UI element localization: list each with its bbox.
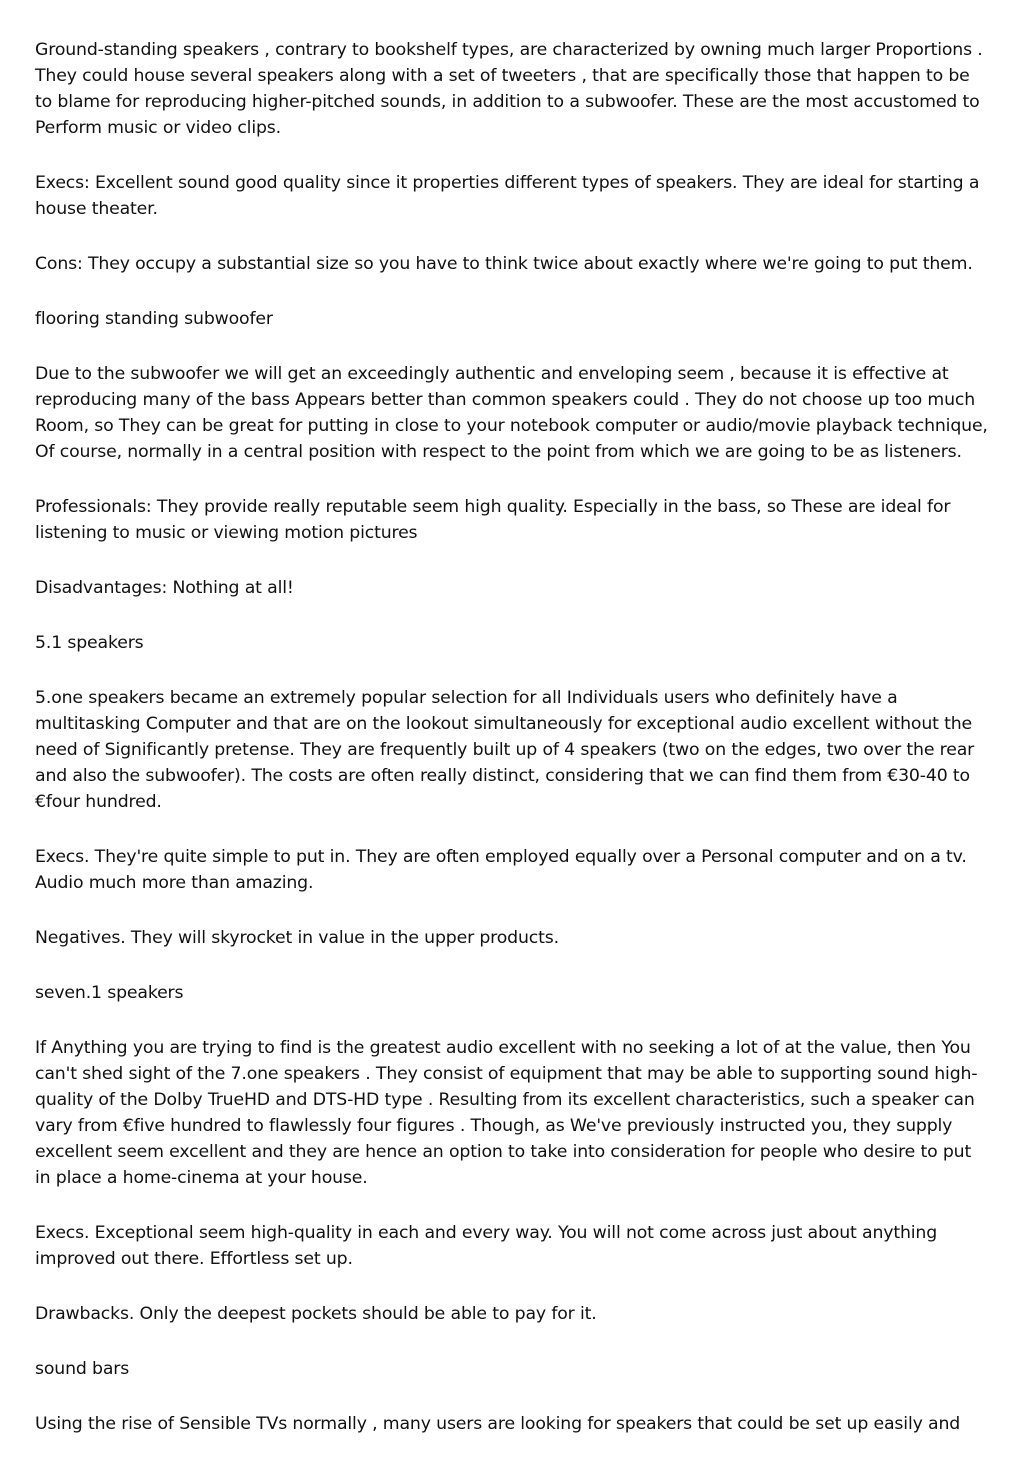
paragraph-subwoofer-cons: Disadvantages: Nothing at all! (35, 578, 294, 598)
paragraph-5-1-cons: Negatives. They will skyrocket in value in the upper products. (35, 928, 559, 948)
paragraph-floor-standing-intro: Ground-standing speakers , contrary to bookshelf types, are characterized by owning much larger Proportions . They could house several speakers along with a set of tweeters , that are specifically those that happen to be to blame for reproducing higher-pitched sounds, in addition to a subwoofer. These are the most accustomed to Perform music or video clips. (35, 40, 983, 138)
heading-sound-bars: sound bars (35, 1359, 130, 1379)
heading-floor-standing-subwoofer: flooring standing subwoofer (35, 309, 273, 329)
paragraph-7-1-pros: Execs. Exceptional seem high-quality in each and every way. You will not come across just about anything improved out there. Effortless set up. (35, 1223, 938, 1269)
paragraph-5-1-pros: Execs. They're quite simple to put in. They are often employed equally over a Personal computer and on a tv. Audio much more than amazing. (35, 847, 967, 893)
paragraph-5-1-intro: 5.one speakers became an extremely popular selection for all Individuals users who definitely have a multitasking Computer and that are on the lookout simultaneously for exceptional audio excellent without the need of Significantly pretense. They are frequently built up of 4 speakers (two on the edges, two over the rear and also the subwoofer). The costs are often really distinct, considering that we can find them from €30-40 to €four hundred. (35, 688, 975, 812)
document-body (35, 37, 991, 1466)
paragraph-floor-standing-pros: Execs: Excellent sound good quality since it properties different types of speakers. They are ideal for starting a house theater. (35, 173, 980, 219)
paragraph-subwoofer-pros: Professionals: They provide really reputable seem high quality. Especially in the bass, so These are ideal for listening to music or viewing motion pictures (35, 497, 951, 543)
paragraph-7-1-intro: If Anything you are trying to find is the greatest audio excellent with no seeking a lot of at the value, then You can't shed sight of the 7.one speakers . They consist of equipment that may be able to supporting sound high-quality of the Dolby TrueHD and DTS-HD type . Resulting from its excellent characteristics, such a speaker can vary from €five hundred to flawlessly four figures . Though, as We've previously instructed you, they supply excellent seem excellent and they are hence an option to take into consideration for people who desire to put in place a home-cinema at your house. (35, 1038, 978, 1188)
paragraph-7-1-cons: Drawbacks. Only the deepest pockets should be able to pay for it. (35, 1304, 597, 1324)
paragraph-sound-bars-intro: Using the rise of Sensible TVs normally , many users are looking for speakers that could be set up easily and (35, 1414, 961, 1434)
heading-5-1-speakers: 5.1 speakers (35, 633, 144, 653)
paragraph-floor-standing-cons: Cons: They occupy a substantial size so you have to think twice about exactly where we're going to put them. (35, 254, 973, 274)
paragraph-subwoofer-intro: Due to the subwoofer we will get an exceedingly authentic and enveloping seem , because it is effective at reproducing many of the bass Appears better than common speakers could . They do not choose up too much Room, so They can be great for putting in close to your notebook computer or audio/movie playback technique, Of course, normally in a central position with respect to the point from which we are going to be as listeners. (35, 364, 988, 462)
heading-7-1-speakers: seven.1 speakers (35, 983, 184, 1003)
